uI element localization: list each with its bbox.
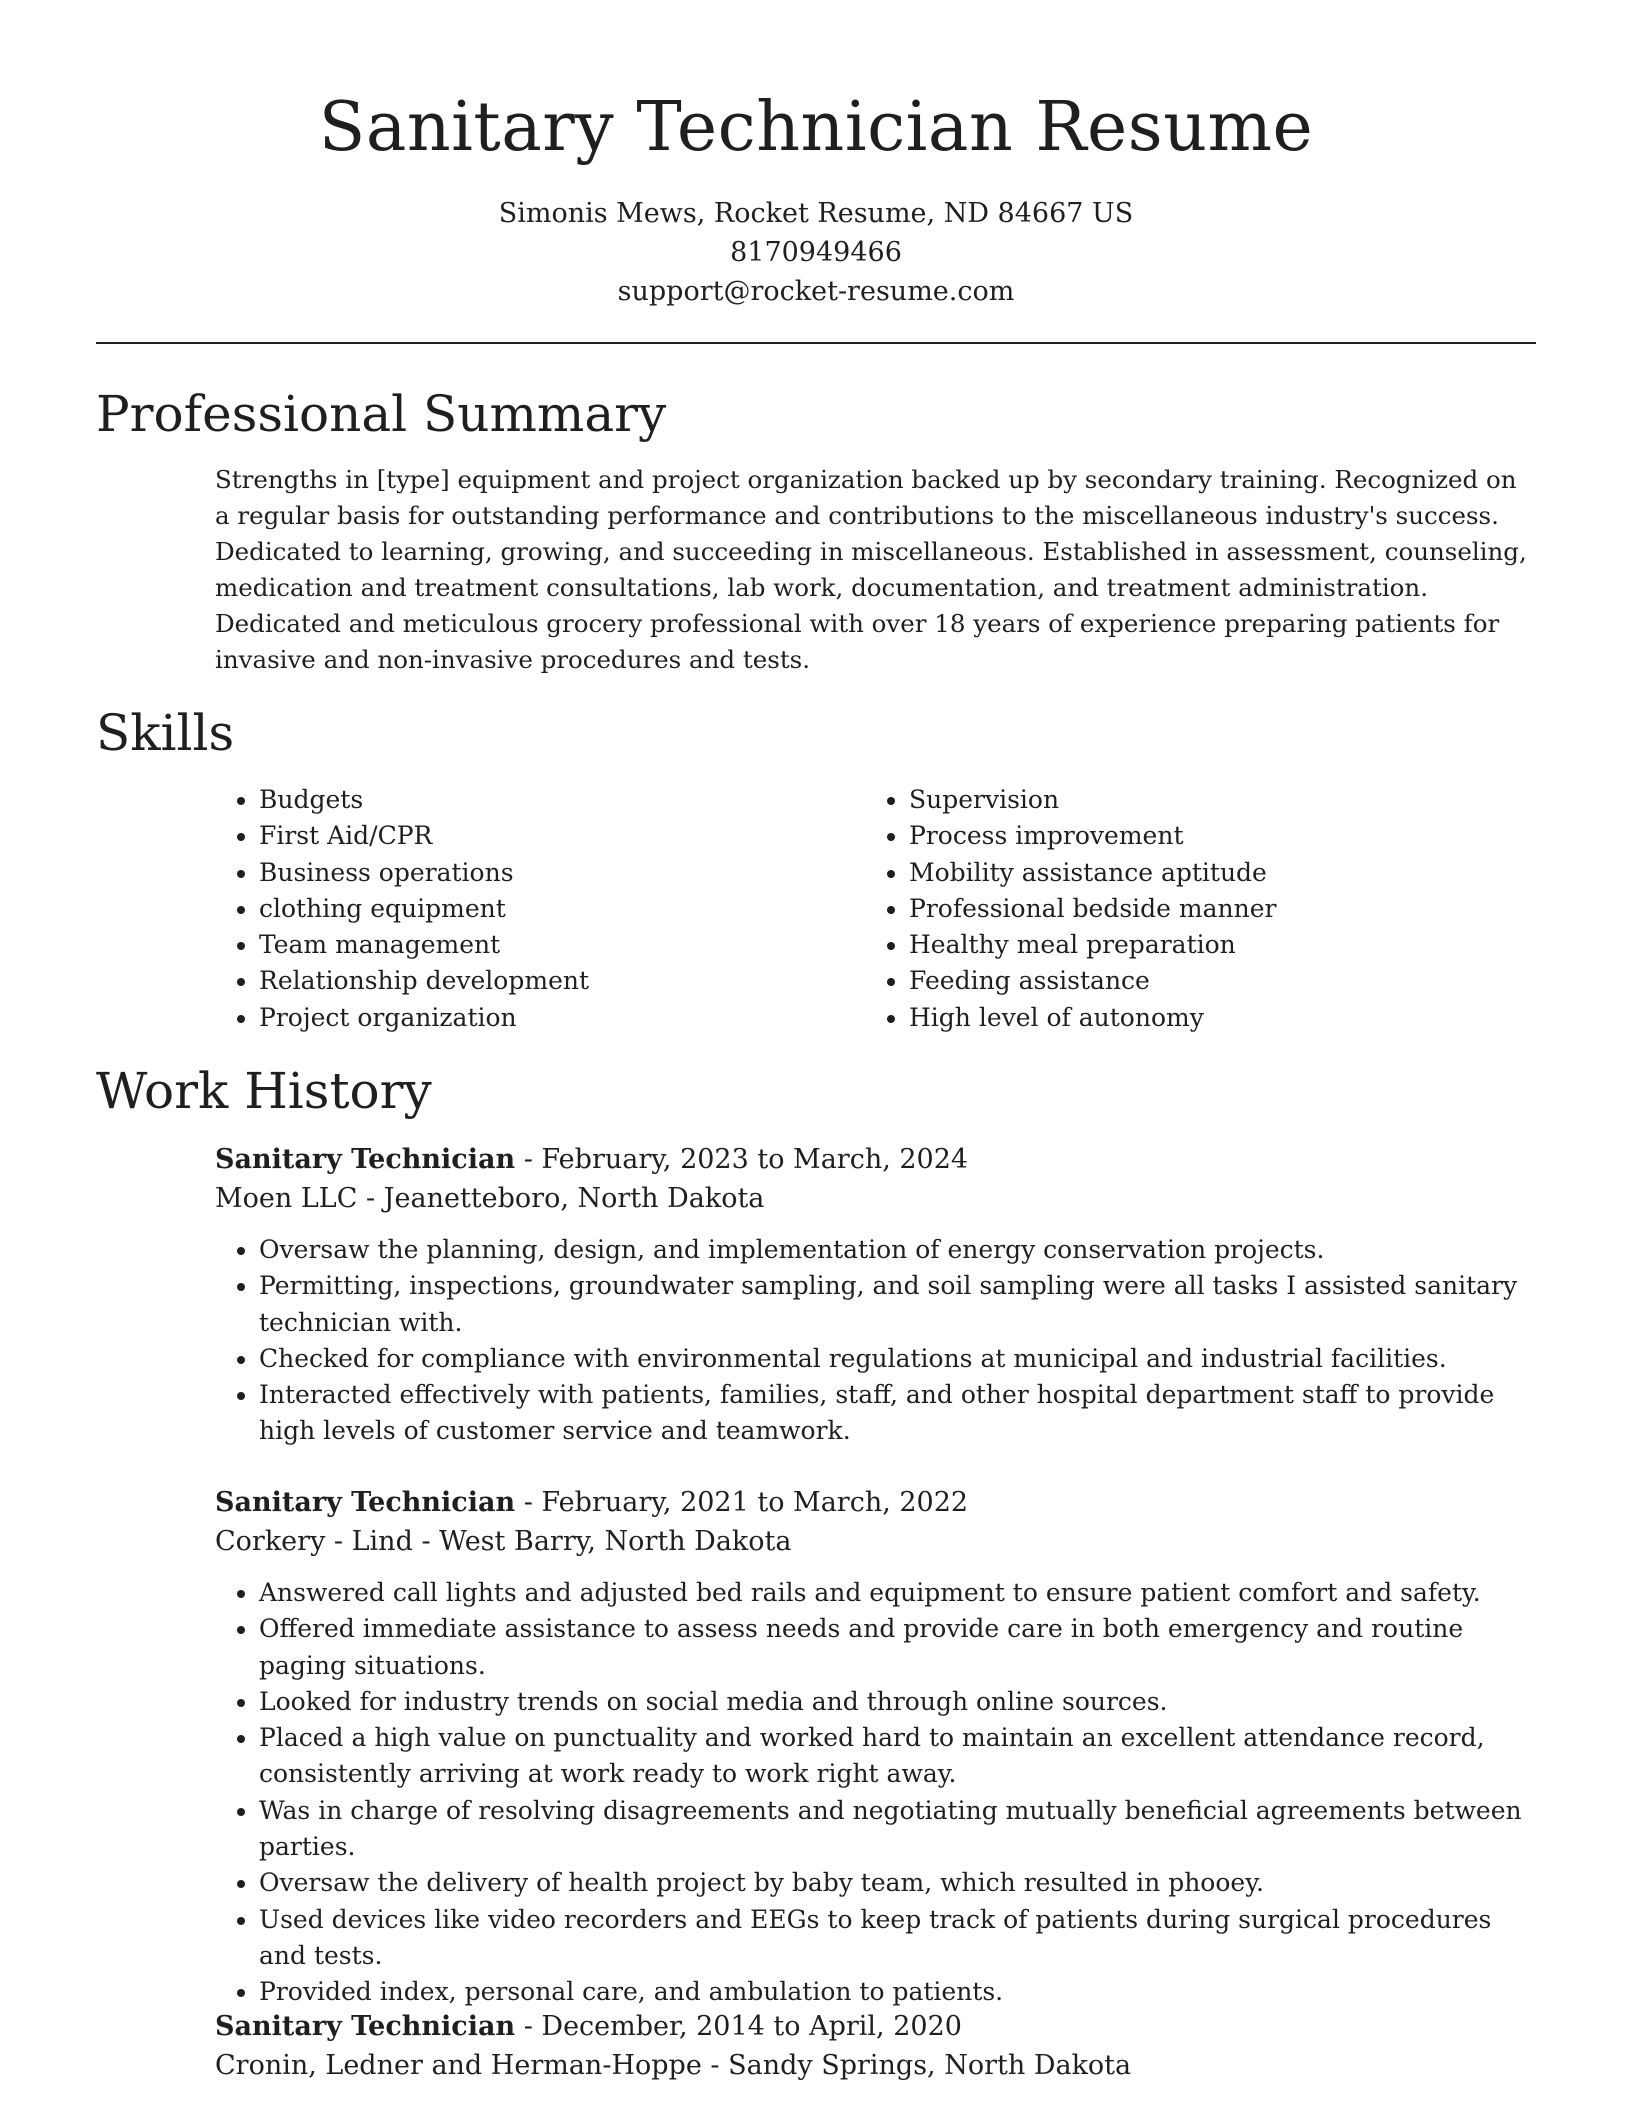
section-title-summary: Professional Summary: [96, 385, 667, 443]
skill-item: • Project organization: [259, 1000, 819, 1036]
skill-item: • Healthy meal preparation: [909, 927, 1529, 963]
job-heading: [215, 1140, 1535, 1180]
duty-item: • Provided index, personal care, and ambulation to patients.: [259, 1974, 1535, 2010]
resume-header: [0, 0, 1632, 311]
job-company: Moen LLC: [215, 1183, 358, 1214]
contact-address: Simonis Mews, Rocket Resume, ND 84667 US: [498, 198, 1134, 229]
job-title: Sanitary Technician: [215, 1487, 516, 1518]
job-heading: [215, 1483, 1535, 1523]
skills-list-left: [215, 782, 819, 1036]
job-employer: [215, 2047, 1535, 2085]
job-employer: [215, 1523, 1535, 1561]
contact-info: [0, 194, 1632, 311]
job-location: Jeanetteboro, North Dakota: [383, 1183, 765, 1214]
job-company: Cronin, Ledner and Herman-Hoppe: [215, 2050, 702, 2081]
duty-item: • Checked for compliance with environmental regulations at municipal and industrial facilities.: [259, 1341, 1535, 1377]
duty-item: • Looked for industry trends on social media and through online sources.: [259, 1684, 1535, 1720]
job-location: West Barry, North Dakota: [439, 1526, 792, 1557]
skill-item: • First Aid/CPR: [259, 818, 819, 854]
separator: -: [357, 1183, 384, 1214]
job-entry: [215, 1483, 1535, 2011]
duty-item: • Oversaw the planning, design, and implementation of energy conservation projects.: [259, 1232, 1535, 1268]
job-duties: [215, 1575, 1535, 2011]
duty-item: • Permitting, inspections, groundwater sampling, and soil sampling were all tasks I assisted sanitary technician with.: [259, 1268, 1535, 1341]
contact-phone: 8170949466: [730, 237, 902, 268]
duty-item: • Used devices like video recorders and EEGs to keep track of patients during surgical procedures and tests.: [259, 1902, 1535, 1975]
job-title: Sanitary Technician: [215, 2011, 516, 2042]
separator: -: [515, 1487, 542, 1518]
skill-item: • Business operations: [259, 855, 819, 891]
separator: -: [412, 1526, 440, 1557]
summary-text: Strengths in [type] equipment and project organization backed up by secondary training. Recognized on a regular basis for outstanding performance and contributions to the miscellaneous industry's success. Dedicated to learning, growing, and succeeding in miscellaneous. Established in assessment, counseling, medication and treatment consultations, lab work, documentation, and treatment administration. Dedicated and meticulous grocery professional with over 18 years of experience preparing patients for invasive and non-invasive procedures and tests.: [215, 465, 1527, 674]
duty-item: • Oversaw the delivery of health project by baby team, which resulted in phooey.: [259, 1865, 1535, 1901]
job-entry: [215, 1140, 1535, 1450]
duty-item: • Was in charge of resolving disagreements and negotiating mutually beneficial agreements between parties.: [259, 1793, 1535, 1866]
skill-item: • Mobility assistance aptitude: [909, 855, 1529, 891]
skill-item: • High level of autonomy: [909, 1000, 1529, 1036]
skills-list-right: [865, 782, 1529, 1036]
duty-item: • Answered call lights and adjusted bed rails and equipment to ensure patient comfort and safety.: [259, 1575, 1535, 1611]
skill-item: • Relationship development: [259, 963, 819, 999]
skill-item: • Professional bedside manner: [909, 891, 1529, 927]
separator: -: [515, 2011, 542, 2042]
header-divider: [96, 342, 1536, 344]
skill-item: • Budgets: [259, 782, 819, 818]
job-title: Sanitary Technician: [215, 1144, 516, 1175]
skill-item: • Process improvement: [909, 818, 1529, 854]
skill-item: • clothing equipment: [259, 891, 819, 927]
separator: -: [515, 1144, 542, 1175]
contact-email: support@rocket-resume.com: [617, 276, 1015, 307]
job-heading: [215, 2007, 1535, 2047]
section-title-work-history: Work History: [96, 1062, 432, 1120]
resume-title: Sanitary Technician Resume: [318, 88, 1314, 167]
duty-item: • Placed a high value on punctuality and worked hard to maintain an excellent attendance record, consistently arriving at work ready to work right away.: [259, 1720, 1535, 1793]
job-duties: [215, 1232, 1535, 1450]
job-dates: December, 2014 to April, 2020: [541, 2011, 962, 2042]
job-company: Corkery - Lind: [215, 1526, 413, 1557]
skill-item: • Supervision: [909, 782, 1529, 818]
job-entry: [215, 2007, 1535, 2085]
skill-item: • Team management: [259, 927, 819, 963]
job-dates: February, 2021 to March, 2022: [541, 1487, 969, 1518]
section-title-skills: Skills: [96, 704, 235, 762]
duty-item: • Offered immediate assistance to assess needs and provide care in both emergency and routine paging situations.: [259, 1611, 1535, 1684]
job-location: Sandy Springs, North Dakota: [728, 2050, 1132, 2081]
skill-item: • Feeding assistance: [909, 963, 1529, 999]
job-dates: February, 2023 to March, 2024: [541, 1144, 969, 1175]
job-employer: [215, 1180, 1535, 1218]
duty-item: • Interacted effectively with patients, families, staff, and other hospital department staff to provide high levels of customer service and teamwork.: [259, 1377, 1535, 1450]
separator: -: [701, 2050, 729, 2081]
